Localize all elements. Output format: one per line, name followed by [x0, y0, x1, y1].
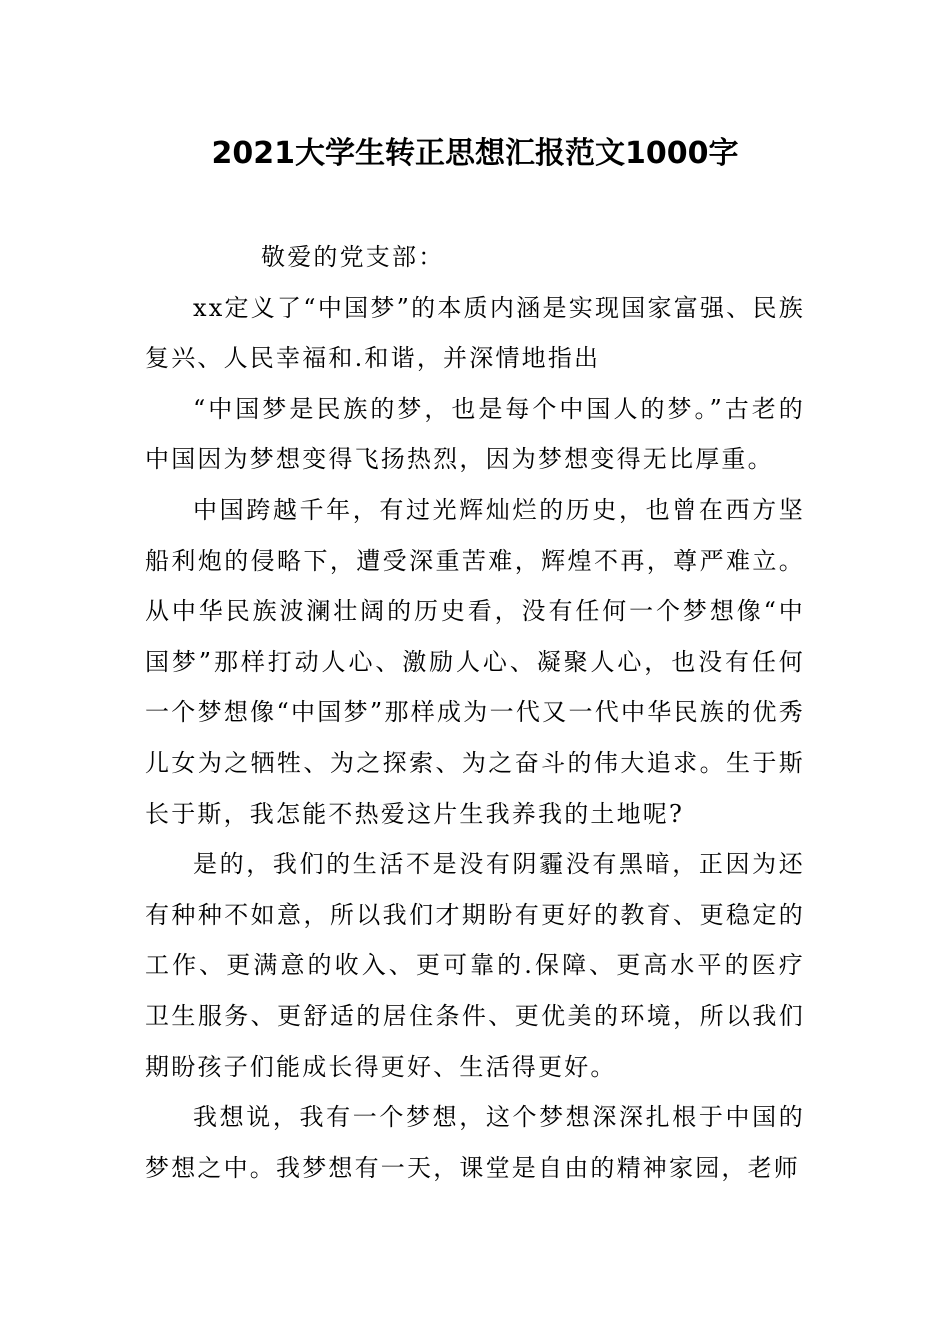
document-body — [145, 232, 805, 1193]
document-title: 2021大学生转正思想汇报范文1000字 — [211, 136, 739, 171]
salutation: 敬爱的党支部： — [261, 243, 445, 271]
paragraph-4: 是的，我们的生活不是没有阴霾没有黑暗，正因为还有种种不如意，所以我们才期盼有更好的教育、更稳定的工作、更满意的收入、更可靠的.保障、更高水平的医疗卫生服务、更舒适的居住条件、更优美的环境，所以我们期盼孩子们能成长得更好、生活得更好。 — [145, 850, 805, 1081]
paragraph-1: xx定义了“中国梦”的本质内涵是实现国家富强、民族复兴、人民幸福和.和谐，并深情地指出 — [145, 293, 805, 373]
paragraph-5: 我想说，我有一个梦想，这个梦想深深扎根于中国的梦想之中。我梦想有一天，课堂是自由的精神家园，老师 — [145, 1103, 805, 1182]
paragraph-2: “中国梦是民族的梦，也是每个中国人的梦。”古老的中国因为梦想变得飞扬热烈，因为梦想变得无比厚重。 — [145, 394, 805, 474]
paragraph-3: 中国跨越千年，有过光辉灿烂的历史，也曾在西方坚船利炮的侵略下，遭受深重苦难，辉煌不再，尊严难立。从中华民族波澜壮阔的历史看，没有任何一个梦想像“中国梦”那样打动人心、激励人心、凝聚人心，也没有任何一个梦想像“中国梦”那样成为一代又一代中华民族的优秀儿女为之牺牲、为之探索、为之奋斗的伟大追求。生于斯长于斯，我怎能不热爱这片生我养我的土地呢? — [145, 495, 805, 828]
